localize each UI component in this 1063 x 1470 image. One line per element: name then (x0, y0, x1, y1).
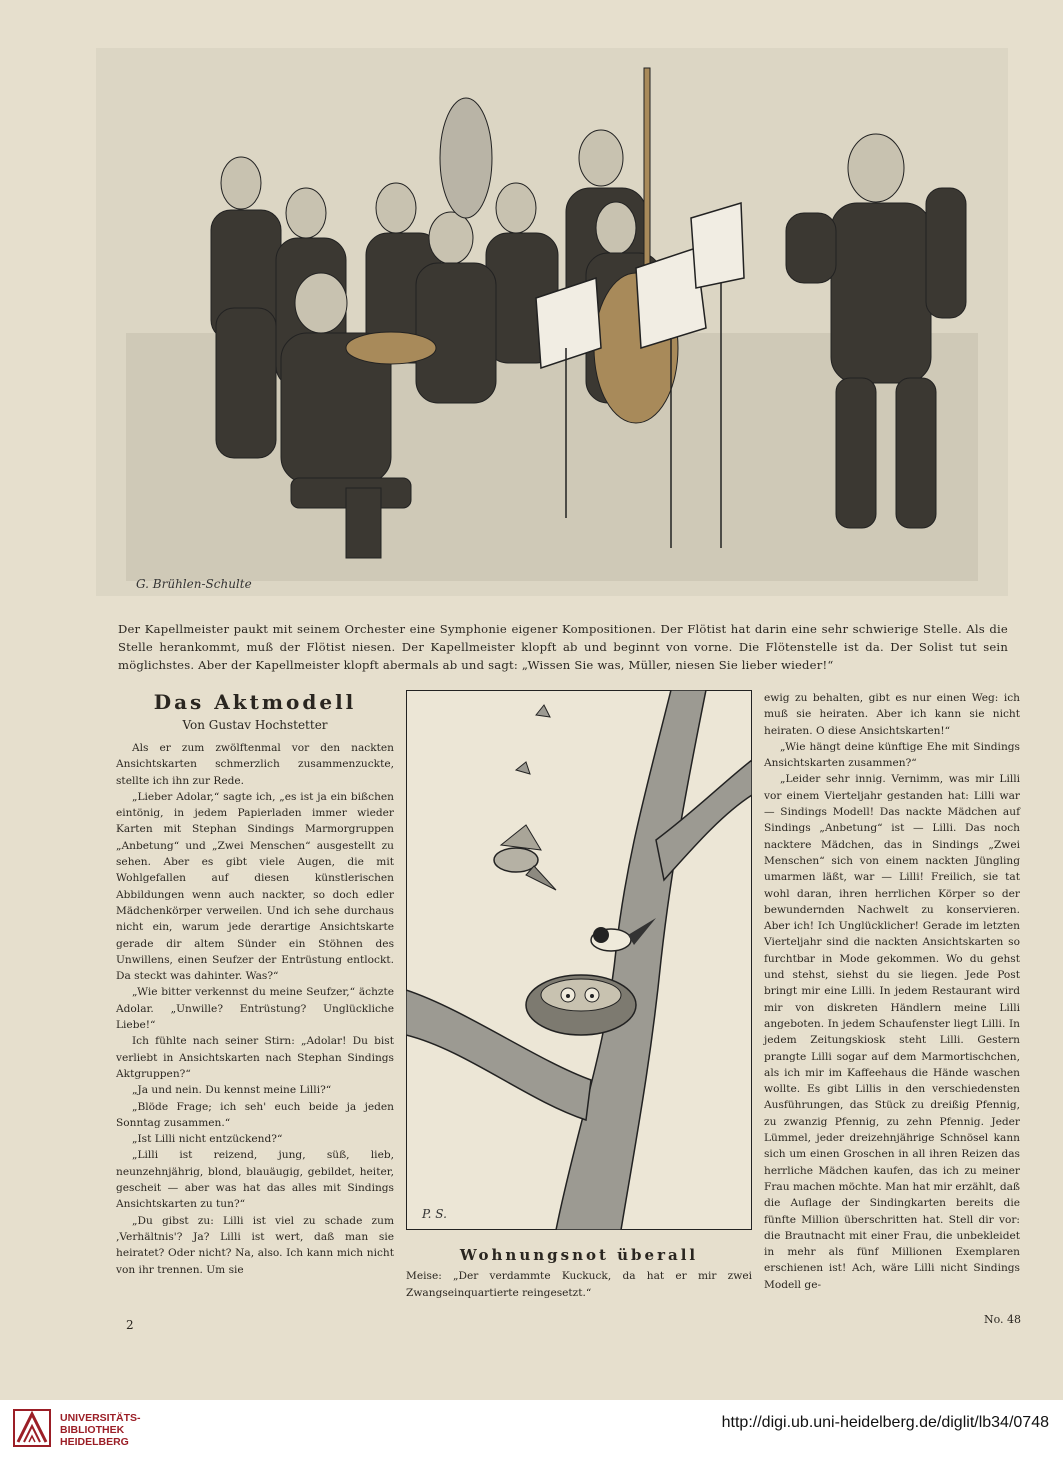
illustration-signature: G. Brühlen-Schulte (136, 577, 252, 591)
article-paragraph: „Wie hängt deine künftige Ehe mit Sindings Ansichtskarten zusammen?“ (764, 740, 1020, 770)
page-number: 2 (126, 1318, 134, 1332)
article-author: Von Gustav Hochstetter (182, 718, 328, 732)
issue-number: No. 48 (984, 1313, 1022, 1326)
article-paragraph: „Blöde Frage; ich seh' euch beide ja jeden Sonntag zusammen.“ (116, 1100, 394, 1129)
article-paragraph: „Lieber Adolar,“ sagte ich, „es ist ja ein bißchen eintönig, in jedem Papierladen immer wieder Karten mit Stephan Sindings Marmorgruppen „Anbetung“ und „Zwei Menschen“ ausgestellt zu sehen. Aber es gibt viele Augen, die mit Wohlgefallen auf diesen künstlerischen Abbildungen wenn auch nackter, so doch edler Mädchenkörper verweilen. Und ich sehe durchaus nicht ein, warum jede derartige Ansichtskarte gerade dir altem Sünder ein Stöhnen des Unwillens, einen Seufzer der Entrüstung entlockt. Da steckt was dahinter. Was?“ (116, 790, 394, 983)
cartoon-column (406, 690, 752, 1301)
article-paragraph: „Leider sehr innig. Vernimm, was mir Lilli vor einem Vierteljahr gestanden hat: Lilli war — Sindings Modell! Das nackte Mädchen auf Sindings „Anbetung“ ist — Lilli. Das noch nacktere Mädchen, das in Sindings „Zwei Menschen“ sich von einem nackten Jüngling umarmen läßt, war — Lilli! Freilich, sie tat wohl daran, ihren herrlichen Körper so der bewundernden Nachwelt zu konservieren. Aber ich! Ich Unglücklicher! Gerade im letzten Vierteljahr sind die nackten Ansichtskarten so furchtbar in Mode gekommen. Wo du gehst und stehst, siehst du sie liegen. Jede Post bringt mir eine Lilli. In jedem Restaurant wird mir von diskreten Händlern meine Lilli angeboten. In jedem Schaufenster liegt Lilli. In jedem Zeitungskiosk steht Lilli. Gestern prangte Lilli sogar auf dem Marmortischchen, als ich mir im Kaffeehaus die Hände waschen wollte. Es gibt Lillis in den verschiedensten Ausführungen, das Stück zu dreißig Pfennig, zu zwanzig Pfennig, zu zehn Pfennig. Jeder Lümmel, jeder dreizehnjährige Schnösel kann sich um einen Groschen in all ihren Reizen das herrliche Mädchen kaufen, das ich zu meiner Frau machen möchte. Man hat mir erzählt, daß die Auflage der Sindingkarten bereits die fünfte Million überschritten hat. Stell dir vor: die Brautnacht mit einer Frau, die unbekleidet in mehr als fünf Millionen Exemplaren erschienen ist! Ach, wäre Lilli nicht Sindings Modell ge- (764, 773, 1020, 1291)
cartoon-title: Wohnungsnot überall (459, 1246, 699, 1264)
article-title: Das Aktmodell (153, 690, 357, 714)
article-paragraph: „Ja und nein. Du kennst meine Lilli?“ (132, 1084, 332, 1097)
university-library-logo-icon (12, 1408, 52, 1448)
digital-library-url-link[interactable]: http://digi.ub.uni-heidelberg.de/diglit/lb34/0748 (721, 1414, 1049, 1431)
article-paragraph: „Ist Lilli nicht entzückend?“ (132, 1133, 283, 1146)
article-right-column (764, 690, 1020, 1293)
library-name: UNIVERSITÄTS- BIBLIOTHEK HEIDELBERG (60, 1412, 141, 1448)
bird-nest-cartoon (406, 690, 752, 1230)
library-footer (0, 1400, 1063, 1470)
cartoon-signature: P. S. (422, 1207, 447, 1221)
article-left-column (116, 690, 394, 1278)
article-paragraph: Ich fühlte nach seiner Stirn: „Adolar! Du bist verliebt in Ansichtskarten nach Stephan Sindings Aktgruppen?“ (116, 1035, 394, 1080)
cartoon-caption: Meise: „Der verdammte Kuckuck, da hat er mir zwei Zwangseinquartierte reingesetzt.“ (406, 1270, 752, 1299)
article-paragraph: „Wie bitter verkennst du meine Seufzer,“ ächzte Adolar. „Unwille? Entrüstung? Unglückliche Liebe!“ (116, 986, 394, 1032)
illustration-caption: Der Kapellmeister paukt mit seinem Orchester eine Symphonie eigener Kompositionen. Der Flötist hat darin eine sehr schwierige Stelle. Als die Stelle herankommt, muß der Flötist niesen. Der Kapellmeister klopft ab und beginnt von vorne. Die Flötenstelle ist da. Der Solist tut sein möglichstes. Aber der Kapellmeister klopft abermals ab und sagt: „Wissen Sie was, Müller, niesen Sie lieber wieder!“ (118, 621, 1008, 672)
orchestra-illustration (96, 48, 1008, 596)
article-paragraph: „Lilli ist reizend, jung, süß, lieb, neunzehnjährig, blond, blauäugig, gebildet, heiter, gescheit — aber was hat das alles mit Sindings Ansichtskarten zu tun?“ (116, 1149, 394, 1211)
article-paragraph: ewig zu behalten, gibt es nur einen Weg: ich muß sie heiraten. Aber ich kann sie nicht heiraten. O diese Ansichtskarten!“ (764, 692, 1020, 737)
article-paragraph: „Du gibst zu: Lilli ist viel zu schade zum ‚Verhältnis'? Ja? Lilli ist wert, daß man sie heiratet? Oder nicht? Na, also. Ich kann mich nicht von ihr trennen. Um sie (116, 1214, 394, 1276)
article-paragraph: Als er zum zwölftenmal vor den nackten Ansichtskarten schmerzlich zusammenzuckte, stellte ich ihn zur Rede. (116, 742, 394, 787)
